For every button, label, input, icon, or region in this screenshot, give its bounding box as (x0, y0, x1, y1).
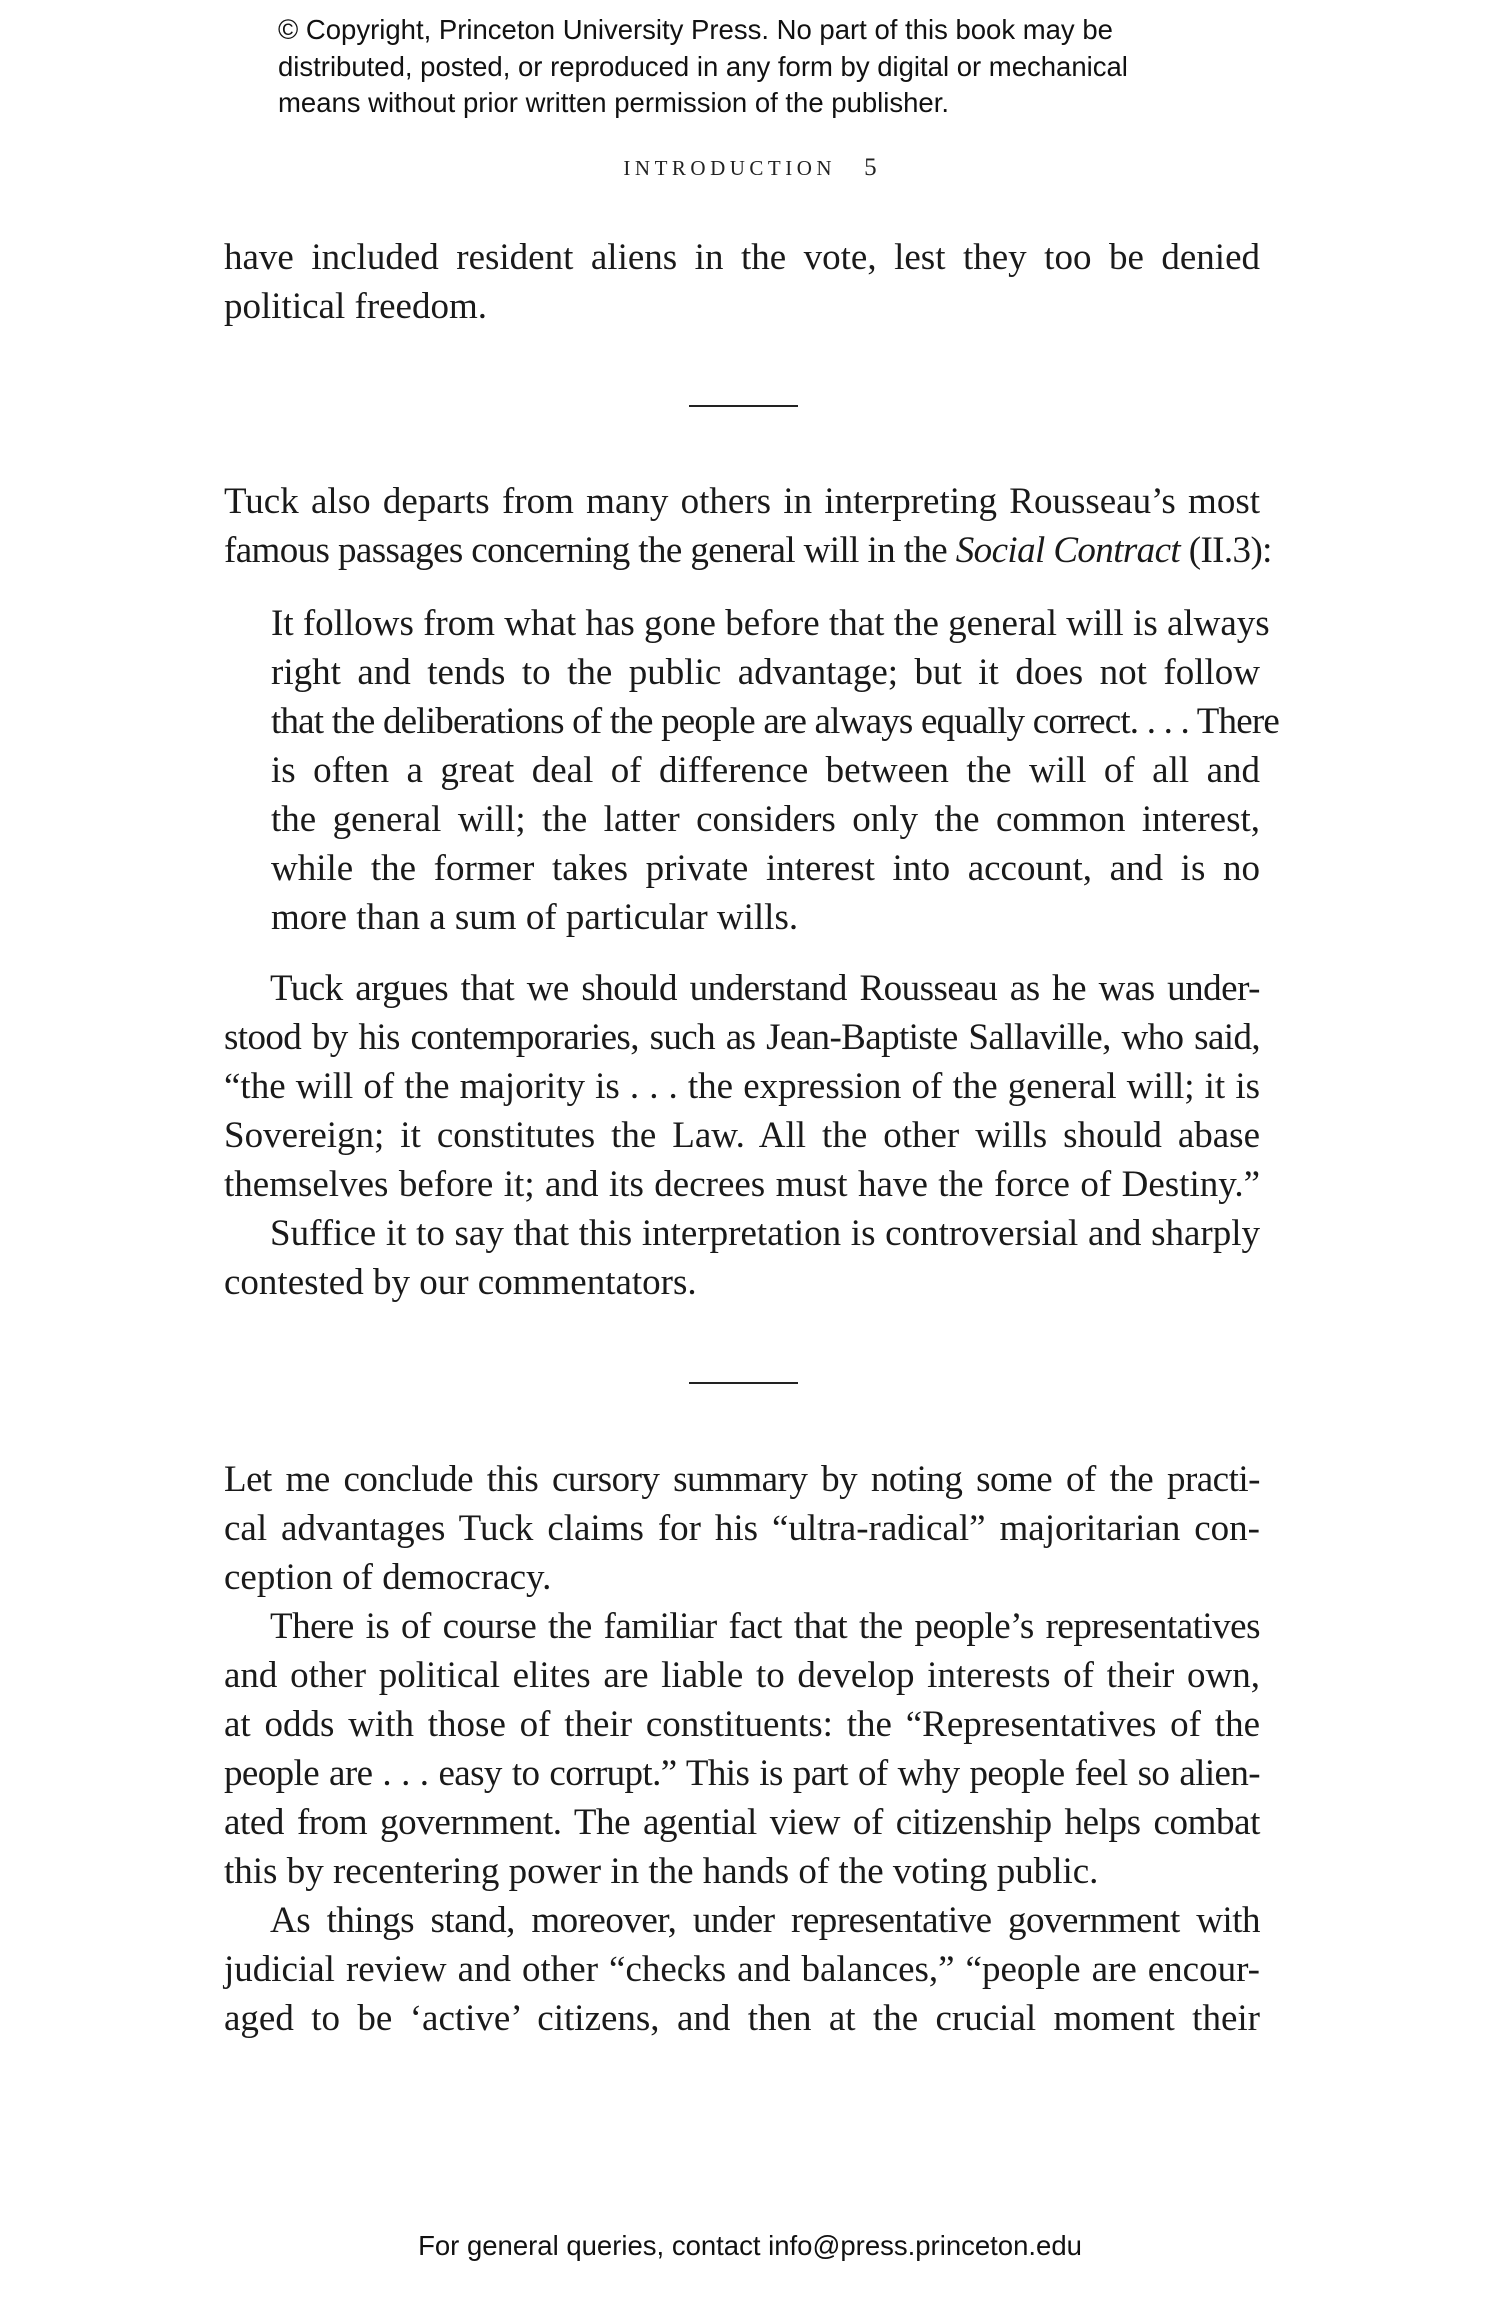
text-fragment: (II.3): (1180, 530, 1272, 571)
section-3-paragraph-3 (224, 1896, 1260, 2043)
section-divider (689, 1382, 798, 1384)
text-line: people are . . . easy to corrupt.” This is part of why people feel so alien- (224, 1753, 1260, 1794)
quote-line: right and tends to the public advantage; but it does not follow (271, 652, 1260, 693)
text-line: “the will of the majority is . . . the expression of the general will; it is (224, 1066, 1260, 1107)
footer-contact: For general queries, contact info@press.princeton.edu (418, 2230, 1082, 2261)
copyright-notice (278, 12, 1278, 122)
text-line: this by recentering power in the hands of the voting public. (224, 1851, 1099, 1892)
text-line: Suffice it to say that this interpretation is controversial and sharply (270, 1213, 1260, 1254)
copyright-line: © Copyright, Princeton University Press. No part of this book may be (278, 14, 1113, 45)
section-divider (689, 405, 798, 407)
text-line: Tuck also departs from many others in interpreting Rousseau’s most (224, 481, 1260, 522)
quote-line: that the deliberations of the people are always equally correct. . . . There (271, 701, 1279, 742)
text-line: political freedom. (224, 286, 488, 327)
text-line: themselves before it; and its decrees must have the force of Destiny.” (224, 1164, 1260, 1205)
section-2-paragraph-1 (224, 964, 1260, 1209)
running-head-title: INTRODUCTION (623, 156, 837, 180)
text-line (224, 526, 1272, 575)
copyright-line: means without prior written permission of the publisher. (278, 87, 950, 118)
book-title-italic: Social Contract (955, 530, 1181, 571)
section-3-paragraph-1 (224, 1455, 1260, 1602)
text-line: contested by our commentators. (224, 1262, 697, 1303)
text-line: stood by his contemporaries, such as Jean-Baptiste Sallaville, who said, (224, 1017, 1260, 1058)
text-line: judicial review and other “checks and balances,” “people are encour- (224, 1949, 1260, 1990)
section-2-intro (224, 477, 1272, 575)
text-line: ception of democracy. (224, 1557, 552, 1598)
text-line: Let me conclude this cursory summary by noting some of the practi- (224, 1459, 1260, 1500)
text-line: Tuck argues that we should understand Rousseau as he was under- (270, 968, 1260, 1009)
text-line: There is of course the familiar fact that the people’s representatives (270, 1606, 1260, 1647)
section-3-paragraph-2 (224, 1602, 1260, 1896)
text-line: cal advantages Tuck claims for his “ultra-radical” majoritarian con- (224, 1508, 1260, 1549)
quote-line: the general will; the latter considers only the common interest, (271, 799, 1260, 840)
running-head (0, 154, 1500, 182)
text-line: Sovereign; it constitutes the Law. All the other wills should abase (224, 1115, 1260, 1156)
text-line: and other political elites are liable to develop interests of their own, (224, 1655, 1260, 1696)
page-number: 5 (864, 154, 877, 181)
text-line: ated from government. The agential view of citizenship helps combat (224, 1802, 1260, 1843)
copyright-line: distributed, posted, or reproduced in any form by digital or mechanical (278, 50, 1128, 82)
text-line: at odds with those of their constituents: the “Representatives of the (224, 1704, 1260, 1745)
text-line: aged to be ‘active’ citizens, and then at the crucial moment their (224, 1998, 1260, 2039)
quote-line: more than a sum of particular wills. (271, 897, 799, 938)
quote-line: while the former takes private interest into account, and is no (271, 848, 1260, 889)
section-1-paragraph (224, 233, 1260, 331)
text-line: have included resident aliens in the vote, lest they too be denied (224, 237, 1260, 278)
section-2-paragraph-2 (224, 1209, 1260, 1307)
text-fragment: famous passages concerning the general will in the (224, 530, 956, 571)
text-line: As things stand, moreover, under representative government with (270, 1900, 1260, 1941)
block-quote (271, 599, 1279, 942)
quote-line: is often a great deal of difference between the will of all and (271, 750, 1260, 791)
quote-line: It follows from what has gone before that the general will is always (271, 603, 1270, 644)
